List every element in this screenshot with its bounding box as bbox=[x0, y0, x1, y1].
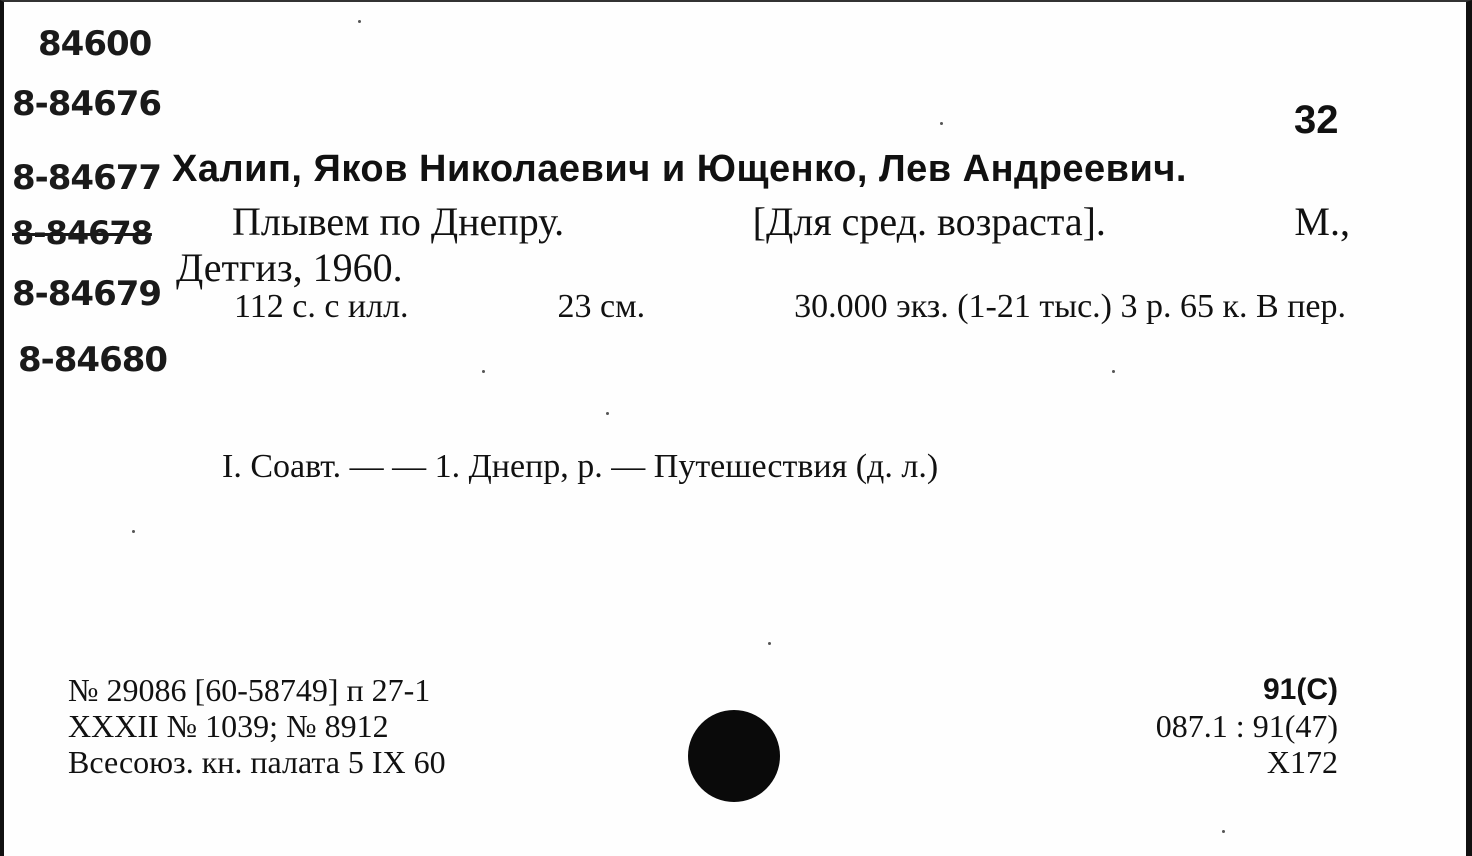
handwritten-number-4: 8-84678 bbox=[12, 214, 152, 252]
speck bbox=[1222, 830, 1225, 833]
speck bbox=[132, 530, 135, 533]
punch-hole bbox=[688, 710, 780, 802]
card-number: 32 bbox=[1294, 98, 1339, 142]
registration-block bbox=[68, 672, 446, 780]
page-count: 112 с. с илл. bbox=[234, 288, 409, 325]
handwritten-number-6: 8-84680 bbox=[18, 340, 168, 380]
speck bbox=[768, 642, 771, 645]
audience-note: [Для сред. возраста]. bbox=[752, 199, 1106, 244]
classification-line-3: Х172 bbox=[1266, 744, 1338, 780]
speck bbox=[358, 20, 361, 23]
book-size: 23 см. bbox=[557, 288, 646, 325]
speck bbox=[482, 370, 485, 373]
publication-place: М., bbox=[1294, 199, 1350, 244]
registration-line-1: № 29086 [60-58749] п 27-1 bbox=[68, 672, 431, 708]
author-heading: Халип, Яков Николаевич и Ющенко, Лев Андреевич. bbox=[172, 148, 1187, 190]
registration-line-3: Всесоюз. кн. палата 5 IX 60 bbox=[68, 744, 446, 780]
print-run-price: 30.000 экз. (1-21 тыс.) 3 р. 65 к. В пер. bbox=[794, 288, 1346, 325]
speck bbox=[606, 412, 609, 415]
book-title: Плывем по Днепру. bbox=[232, 199, 565, 244]
handwritten-number-1: 84600 bbox=[38, 24, 152, 64]
collation-line bbox=[234, 288, 1346, 326]
handwritten-number-3: 8-84677 bbox=[12, 158, 162, 198]
handwritten-number-2: 8-84676 bbox=[12, 84, 162, 124]
publisher: Детгиз, 1960. bbox=[176, 245, 403, 290]
classification-block bbox=[1156, 672, 1338, 780]
classification-line-2: 087.1 : 91(47) bbox=[1155, 708, 1338, 744]
speck bbox=[940, 122, 943, 125]
handwritten-number-5: 8-84679 bbox=[12, 274, 162, 314]
subject-tracing: I. Соавт. — — 1. Днепр, р. — Путешествия (д. л.) bbox=[222, 448, 939, 485]
title-line bbox=[232, 198, 1350, 245]
speck bbox=[1112, 370, 1115, 373]
registration-line-2: XXXII № 1039; № 8912 bbox=[68, 708, 389, 744]
classification-line-1: 91(С) bbox=[1262, 673, 1338, 706]
